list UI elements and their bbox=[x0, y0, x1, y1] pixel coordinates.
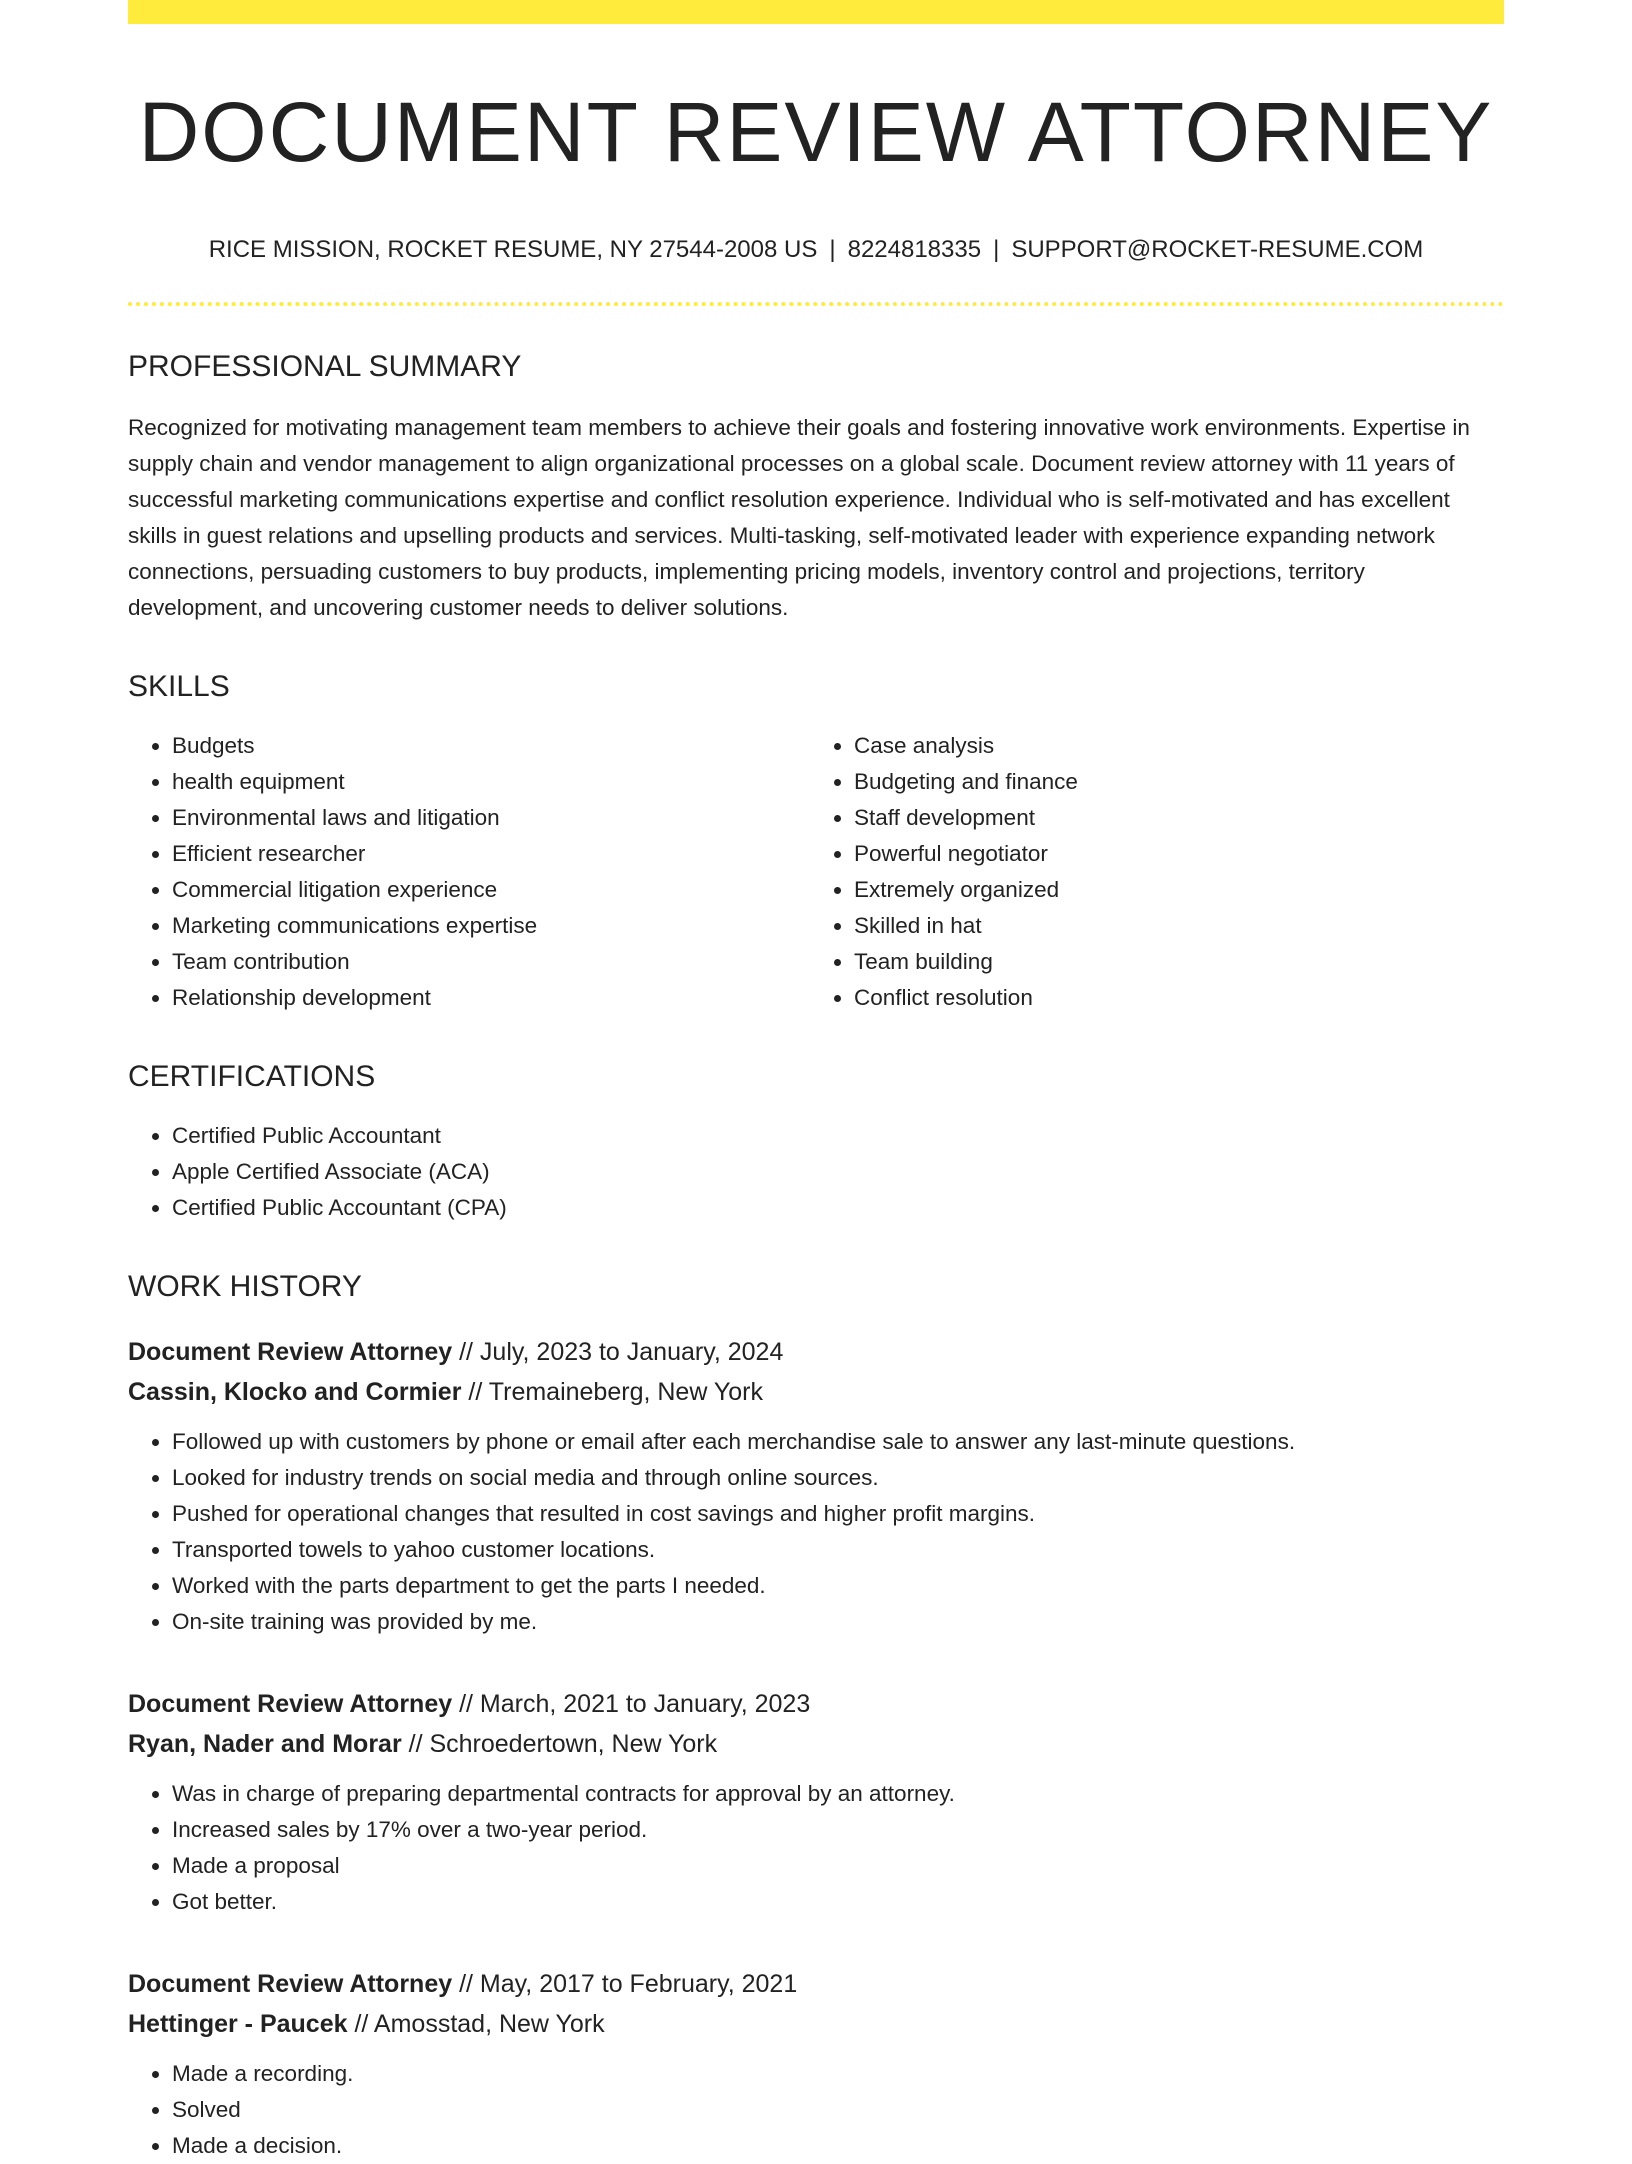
summary-heading: PROFESSIONAL SUMMARY bbox=[128, 350, 522, 384]
skill-item: • Case analysis bbox=[854, 728, 1498, 764]
job-bullet: • Followed up with customers by phone or email after each merchandise sale to answer any last-minute questions. bbox=[172, 1424, 1504, 1460]
job-bullet: • On-site training was provided by me. bbox=[172, 1604, 1504, 1640]
skill-item: • Team building bbox=[854, 944, 1498, 980]
job-company: Ryan, Nader and Morar bbox=[128, 1730, 402, 1759]
job-bullet: • Increased sales by 17% over a two-year period. bbox=[172, 1812, 1504, 1848]
summary-text: Recognized for motivating management team members to achieve their goals and fostering innovative work environments. Expertise in supply chain and vendor management to align organizational processes on a global scale. Document review attorney with 11 years of successful marketing communications expertise and conflict resolution experience. Individual who is self-motivated and has excellent skills in guest relations and upselling products and services. Multi-tasking, self-motivated leader with experience expanding network connections, persuading customers to buy products, implementing pricing models, inventory control and projections, territory development, and uncovering customer needs to deliver solutions. bbox=[128, 415, 1470, 621]
skills-left-list bbox=[128, 728, 816, 1016]
skill-item: • Budgets bbox=[172, 728, 816, 764]
skills-heading: SKILLS bbox=[128, 670, 230, 704]
job-title-line bbox=[128, 1684, 1504, 1724]
job-title: Document Review Attorney bbox=[128, 1690, 453, 1719]
job-bullet: • Pushed for operational changes that resulted in cost savings and higher profit margins. bbox=[172, 1496, 1504, 1532]
skill-item: • health equipment bbox=[172, 764, 816, 800]
job-bullet: • Was in charge of preparing departmental contracts for approval by an attorney. bbox=[172, 1776, 1504, 1812]
job-dates: // March, 2021 to January, 2023 bbox=[452, 1690, 811, 1719]
job-bullet: • Transported towels to yahoo customer locations. bbox=[172, 1532, 1504, 1568]
contact-phone: 8224818335 bbox=[847, 236, 982, 264]
resume-name: DOCUMENT REVIEW ATTORNEY bbox=[138, 85, 1494, 179]
job-dates: // May, 2017 to February, 2021 bbox=[452, 1970, 798, 1999]
job-bullet: • Solved bbox=[172, 2092, 1504, 2128]
contact-separator: | bbox=[993, 236, 1000, 264]
skills-right-list bbox=[810, 728, 1498, 1016]
job-company-line bbox=[128, 1724, 1504, 1764]
job-company-line bbox=[128, 1372, 1504, 1412]
resume-page bbox=[128, 0, 1504, 2164]
job-title-line bbox=[128, 1964, 1504, 2004]
job-title: Document Review Attorney bbox=[128, 1338, 453, 1367]
certification-item: • Certified Public Accountant bbox=[172, 1118, 1504, 1154]
job-company: Hettinger - Paucek bbox=[128, 2010, 348, 2039]
skill-item: • Conflict resolution bbox=[854, 980, 1498, 1016]
job-entry bbox=[128, 1684, 1504, 1920]
skill-item: • Budgeting and finance bbox=[854, 764, 1498, 800]
skill-item: • Efficient researcher bbox=[172, 836, 816, 872]
dotted-divider bbox=[128, 302, 1504, 306]
job-bullet: • Worked with the parts department to get the parts I needed. bbox=[172, 1568, 1504, 1604]
accent-top-bar bbox=[128, 0, 1504, 24]
work-history-heading: WORK HISTORY bbox=[128, 1270, 362, 1304]
certifications-heading: CERTIFICATIONS bbox=[128, 1060, 376, 1094]
certification-item: • Certified Public Accountant (CPA) bbox=[172, 1190, 1504, 1226]
job-bullets bbox=[128, 1776, 1504, 1920]
skill-item: • Staff development bbox=[854, 800, 1498, 836]
job-location: // Amosstad, New York bbox=[347, 2010, 605, 2039]
job-entry bbox=[128, 1964, 1504, 2164]
job-bullet: • Made a decision. bbox=[172, 2128, 1504, 2164]
skill-item: • Marketing communications expertise bbox=[172, 908, 816, 944]
contact-separator: | bbox=[829, 236, 836, 264]
job-bullet: • Made a recording. bbox=[172, 2056, 1504, 2092]
job-company-line bbox=[128, 2004, 1504, 2044]
skill-item: • Team contribution bbox=[172, 944, 816, 980]
skill-item: • Commercial litigation experience bbox=[172, 872, 816, 908]
skill-item: • Extremely organized bbox=[854, 872, 1498, 908]
skill-item: • Powerful negotiator bbox=[854, 836, 1498, 872]
job-bullets bbox=[128, 1424, 1504, 1640]
job-company: Cassin, Klocko and Cormier bbox=[128, 1378, 462, 1407]
contact-address: RICE MISSION, ROCKET RESUME, NY 27544-2008 US bbox=[208, 236, 818, 264]
skill-item: • Relationship development bbox=[172, 980, 816, 1016]
contact-email: SUPPORT@ROCKET-RESUME.COM bbox=[1011, 236, 1424, 264]
skill-item: • Skilled in hat bbox=[854, 908, 1498, 944]
job-bullet: • Made a proposal bbox=[172, 1848, 1504, 1884]
skills-columns bbox=[128, 702, 1504, 1016]
job-bullets bbox=[128, 2056, 1504, 2164]
job-location: // Schroedertown, New York bbox=[401, 1730, 718, 1759]
job-bullet: • Got better. bbox=[172, 1884, 1504, 1920]
job-title-line bbox=[128, 1332, 1504, 1372]
certification-item: • Apple Certified Associate (ACA) bbox=[172, 1154, 1504, 1190]
job-title: Document Review Attorney bbox=[128, 1970, 453, 1999]
job-location: // Tremaineberg, New York bbox=[461, 1378, 763, 1407]
contact-line bbox=[128, 238, 1504, 262]
certifications-list bbox=[128, 1118, 1504, 1226]
skill-item: • Environmental laws and litigation bbox=[172, 800, 816, 836]
job-entry bbox=[128, 1332, 1504, 1640]
job-dates: // July, 2023 to January, 2024 bbox=[452, 1338, 784, 1367]
job-bullet: • Looked for industry trends on social media and through online sources. bbox=[172, 1460, 1504, 1496]
